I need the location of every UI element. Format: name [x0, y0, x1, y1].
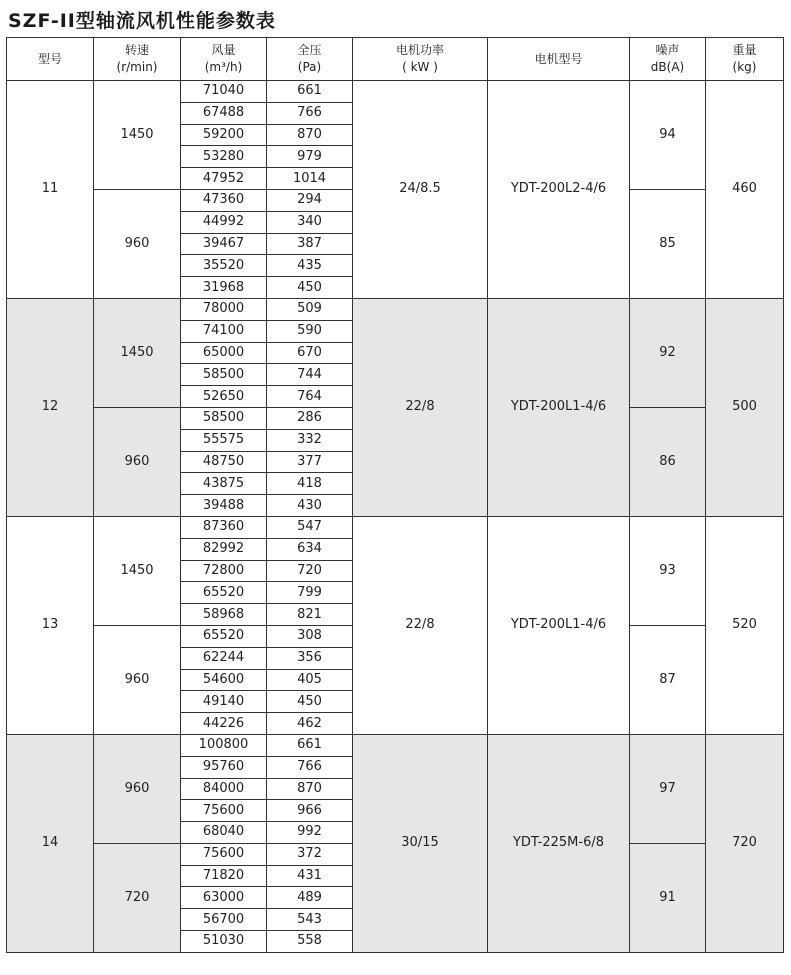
cell-model: 13 — [7, 516, 94, 734]
cell-pressure: 799 — [267, 582, 353, 604]
cell-flow: 56700 — [181, 909, 267, 931]
cell-flow: 44226 — [181, 713, 267, 735]
cell-noise: 85 — [630, 189, 706, 298]
cell-pressure: 870 — [267, 124, 353, 146]
table-title: SZF-II型轴流风机性能参数表 — [8, 10, 276, 32]
table-row — [7, 516, 784, 538]
cell-flow: 58500 — [181, 407, 267, 429]
cell-pressure: 372 — [267, 843, 353, 865]
cell-flow: 31968 — [181, 277, 267, 299]
cell-speed: 1450 — [94, 81, 181, 190]
cell-pressure: 634 — [267, 538, 353, 560]
cell-speed: 1450 — [94, 516, 181, 625]
cell-flow: 58500 — [181, 364, 267, 386]
cell-pressure: 979 — [267, 146, 353, 168]
cell-pressure: 992 — [267, 822, 353, 844]
cell-weight: 520 — [706, 516, 784, 734]
cell-speed: 960 — [94, 407, 181, 516]
cell-pressure: 670 — [267, 342, 353, 364]
cell-flow: 47360 — [181, 189, 267, 211]
cell-motor: YDT-200L1-4/6 — [488, 298, 630, 516]
cell-flow: 59200 — [181, 124, 267, 146]
cell-flow: 54600 — [181, 669, 267, 691]
cell-noise: 92 — [630, 298, 706, 407]
cell-pressure: 377 — [267, 451, 353, 473]
cell-speed: 720 — [94, 843, 181, 952]
cell-power: 22/8 — [353, 298, 488, 516]
cell-power: 30/15 — [353, 734, 488, 952]
cell-flow: 65520 — [181, 582, 267, 604]
cell-flow: 72800 — [181, 560, 267, 582]
cell-noise: 86 — [630, 407, 706, 516]
header-pressure: 全压 (Pa) — [267, 38, 353, 81]
cell-weight: 460 — [706, 81, 784, 299]
cell-speed: 960 — [94, 189, 181, 298]
cell-flow: 44992 — [181, 211, 267, 233]
cell-motor: YDT-200L2-4/6 — [488, 81, 630, 299]
cell-pressure: 661 — [267, 81, 353, 103]
header-row — [7, 38, 784, 81]
header-speed: 转速 (r/min) — [94, 38, 181, 81]
header-flow: 风量 (m³/h) — [181, 38, 267, 81]
cell-flow: 43875 — [181, 473, 267, 495]
header-model: 型号 — [7, 38, 94, 81]
cell-pressure: 332 — [267, 429, 353, 451]
cell-noise: 94 — [630, 81, 706, 190]
cell-pressure: 547 — [267, 516, 353, 538]
cell-flow: 62244 — [181, 647, 267, 669]
cell-pressure: 966 — [267, 800, 353, 822]
cell-noise: 97 — [630, 734, 706, 843]
cell-pressure: 431 — [267, 865, 353, 887]
cell-flow: 39488 — [181, 495, 267, 517]
cell-flow: 53280 — [181, 146, 267, 168]
model-group — [7, 298, 784, 516]
cell-flow: 71820 — [181, 865, 267, 887]
cell-pressure: 356 — [267, 647, 353, 669]
cell-flow: 68040 — [181, 822, 267, 844]
cell-model: 12 — [7, 298, 94, 516]
cell-flow: 49140 — [181, 691, 267, 713]
model-group — [7, 81, 784, 299]
cell-power: 22/8 — [353, 516, 488, 734]
cell-flow: 82992 — [181, 538, 267, 560]
cell-model: 11 — [7, 81, 94, 299]
spec-table — [6, 37, 784, 953]
cell-pressure: 294 — [267, 189, 353, 211]
header-power: 电机功率 ( kW ) — [353, 38, 488, 81]
cell-motor: YDT-225M-6/8 — [488, 734, 630, 952]
cell-flow: 87360 — [181, 516, 267, 538]
cell-flow: 35520 — [181, 255, 267, 277]
cell-pressure: 821 — [267, 604, 353, 626]
header-noise: 噪声 dB(A) — [630, 38, 706, 81]
cell-speed: 960 — [94, 734, 181, 843]
table-header — [7, 38, 784, 81]
cell-flow: 75600 — [181, 800, 267, 822]
cell-pressure: 870 — [267, 778, 353, 800]
cell-flow: 58968 — [181, 604, 267, 626]
cell-speed: 960 — [94, 625, 181, 734]
cell-pressure: 450 — [267, 277, 353, 299]
cell-weight: 720 — [706, 734, 784, 952]
cell-pressure: 430 — [267, 495, 353, 517]
cell-flow: 52650 — [181, 386, 267, 408]
cell-noise: 91 — [630, 843, 706, 952]
cell-pressure: 543 — [267, 909, 353, 931]
table-row — [7, 734, 784, 756]
header-weight: 重量 (kg) — [706, 38, 784, 81]
cell-flow: 63000 — [181, 887, 267, 909]
cell-pressure: 405 — [267, 669, 353, 691]
cell-pressure: 489 — [267, 887, 353, 909]
cell-pressure: 558 — [267, 931, 353, 953]
cell-flow: 39467 — [181, 233, 267, 255]
cell-flow: 75600 — [181, 843, 267, 865]
cell-pressure: 308 — [267, 625, 353, 647]
model-group — [7, 516, 784, 734]
cell-flow: 48750 — [181, 451, 267, 473]
cell-pressure: 766 — [267, 756, 353, 778]
cell-model: 14 — [7, 734, 94, 952]
cell-speed: 1450 — [94, 298, 181, 407]
cell-flow: 78000 — [181, 298, 267, 320]
cell-pressure: 340 — [267, 211, 353, 233]
table-row — [7, 298, 784, 320]
cell-weight: 500 — [706, 298, 784, 516]
cell-pressure: 286 — [267, 407, 353, 429]
cell-flow: 65000 — [181, 342, 267, 364]
cell-flow: 51030 — [181, 931, 267, 953]
cell-flow: 84000 — [181, 778, 267, 800]
table-row — [7, 81, 784, 103]
cell-pressure: 661 — [267, 734, 353, 756]
cell-flow: 100800 — [181, 734, 267, 756]
cell-pressure: 590 — [267, 320, 353, 342]
cell-pressure: 720 — [267, 560, 353, 582]
cell-noise: 87 — [630, 625, 706, 734]
header-motor: 电机型号 — [488, 38, 630, 81]
cell-flow: 65520 — [181, 625, 267, 647]
cell-pressure: 435 — [267, 255, 353, 277]
cell-pressure: 744 — [267, 364, 353, 386]
cell-power: 24/8.5 — [353, 81, 488, 299]
cell-pressure: 450 — [267, 691, 353, 713]
cell-pressure: 509 — [267, 298, 353, 320]
cell-motor: YDT-200L1-4/6 — [488, 516, 630, 734]
cell-pressure: 418 — [267, 473, 353, 495]
cell-pressure: 1014 — [267, 168, 353, 190]
cell-pressure: 764 — [267, 386, 353, 408]
cell-pressure: 766 — [267, 102, 353, 124]
cell-flow: 74100 — [181, 320, 267, 342]
cell-pressure: 462 — [267, 713, 353, 735]
cell-noise: 93 — [630, 516, 706, 625]
cell-pressure: 387 — [267, 233, 353, 255]
model-group — [7, 734, 784, 952]
cell-flow: 55575 — [181, 429, 267, 451]
cell-flow: 71040 — [181, 81, 267, 103]
cell-flow: 67488 — [181, 102, 267, 124]
cell-flow: 47952 — [181, 168, 267, 190]
cell-flow: 95760 — [181, 756, 267, 778]
